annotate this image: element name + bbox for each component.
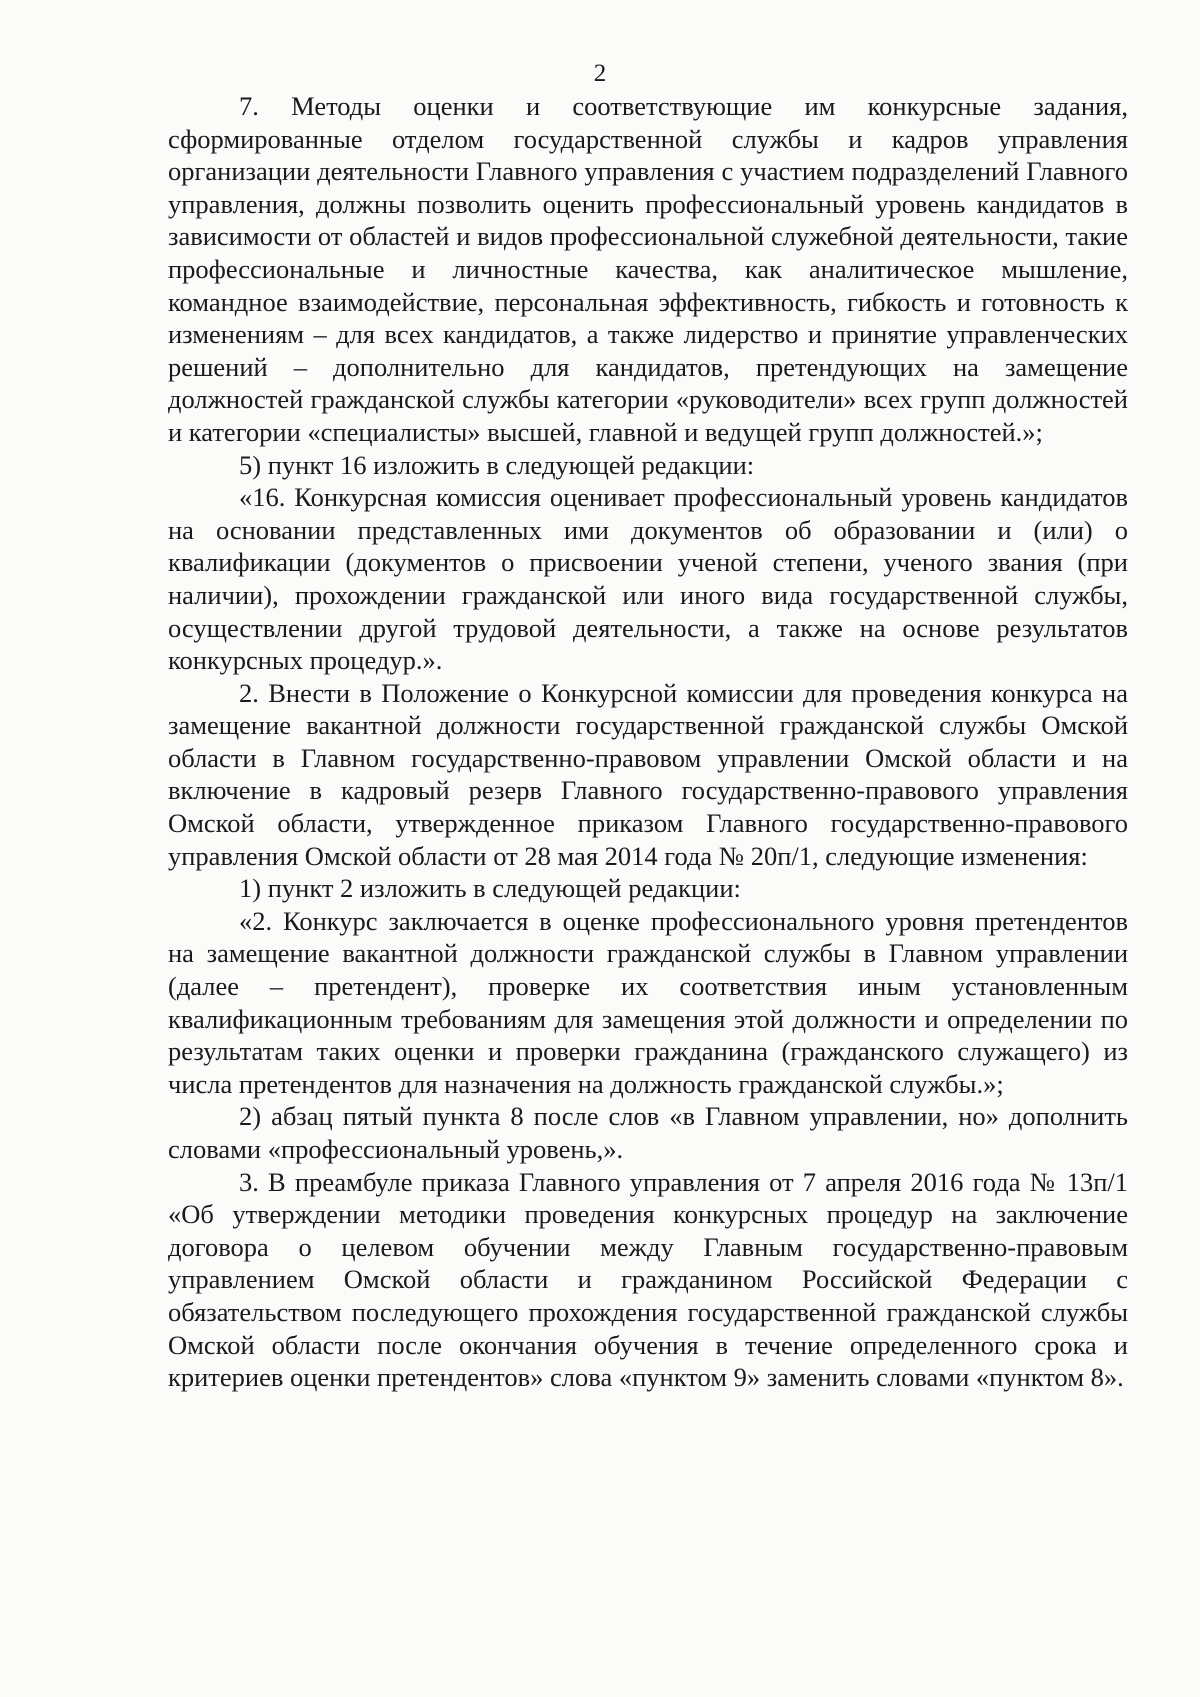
paragraph-subitem-1: 1) пункт 2 изложить в следующей редакции: [239,873,741,904]
paragraph-item-7: 7. Методы оценки и соответствующие им конкурсные задания, сформированные отделом государственной службы и кадров управления организации деятельности Главного управления с участием подразделений Главного управления, должны позволить оценить профессиональный уровень кандидатов в зависимости от областей и видов профессиональной служебной деятельности, такие профессиональные и личностные качества, как аналитическое мышление, командное взаимодействие, персональная эффективность, гибкость и готовность к изменениям – для всех кандидатов, а также лидерство и принятие управленческих решений – дополнительно для кандидатов, претендующих на замещение должностей гражданской службы категории «руководители» всех групп должностей и категории «специалисты» высшей, главной и ведущей групп должностей.»; [168,91,1128,447]
paragraph-subitem-5: 5) пункт 16 изложить в следующей редакции: [239,449,755,480]
paragraph-section-2: 2. Внести в Положение о Конкурсной комиссии для проведения конкурса на замещение вакантной должности государственной гражданской службы Омской области в Главном государственно-правовом управлении Омской области и на включение в кадровый резерв Главного государственно-правового управления Омской области, утвержденное приказом Главного государственно-правового управления Омской области от 28 мая 2014 года № 20п/1, следующие изменения: [168,677,1128,871]
paragraph-item-2: «2. Конкурс заключается в оценке профессионального уровня претендентов на замещение вакантной должности гражданской службы в Главном управлении (далее – претендент), проверке их соответствия иным установленным квалификационным требованиям для замещения этой должности и определении по результатам таких оценки и проверки гражданина (гражданского служащего) из числа претендентов для назначения на должность гражданской службы.»; [168,905,1128,1099]
page-number: 2 [593,60,607,87]
paragraph-section-3: 3. В преамбуле приказа Главного управления от 7 апреля 2016 года № 13п/1 «Об утверждении методики проведения конкурсных процедур на заключение договора о целевом обучении между Главным государственно-правовым управлением Омской области и гражданином Российской Федерации с обязательством последующего прохождения государственной гражданской службы Омской области после окончания обучения в течение определенного срока и критериев оценки претендентов» слова «пунктом 9» заменить словами «пунктом 8». [168,1166,1128,1393]
paragraph-subitem-2: 2) абзац пятый пункта 8 после слов «в Главном управлении, но» дополнить словами «профессиональный уровень,». [168,1101,1128,1164]
document-body [168,90,1128,1394]
paragraph-item-16: «16. Конкурсная комиссия оценивает профессиональный уровень кандидатов на основании представленных ими документов об образовании и (или) о квалификации (документов о присвоении ученой степени, ученого звания (при наличии), прохождении гражданской или иного вида государственной службы, осуществлении другой трудовой деятельности, а также на основе результатов конкурсных процедур.». [168,482,1128,676]
